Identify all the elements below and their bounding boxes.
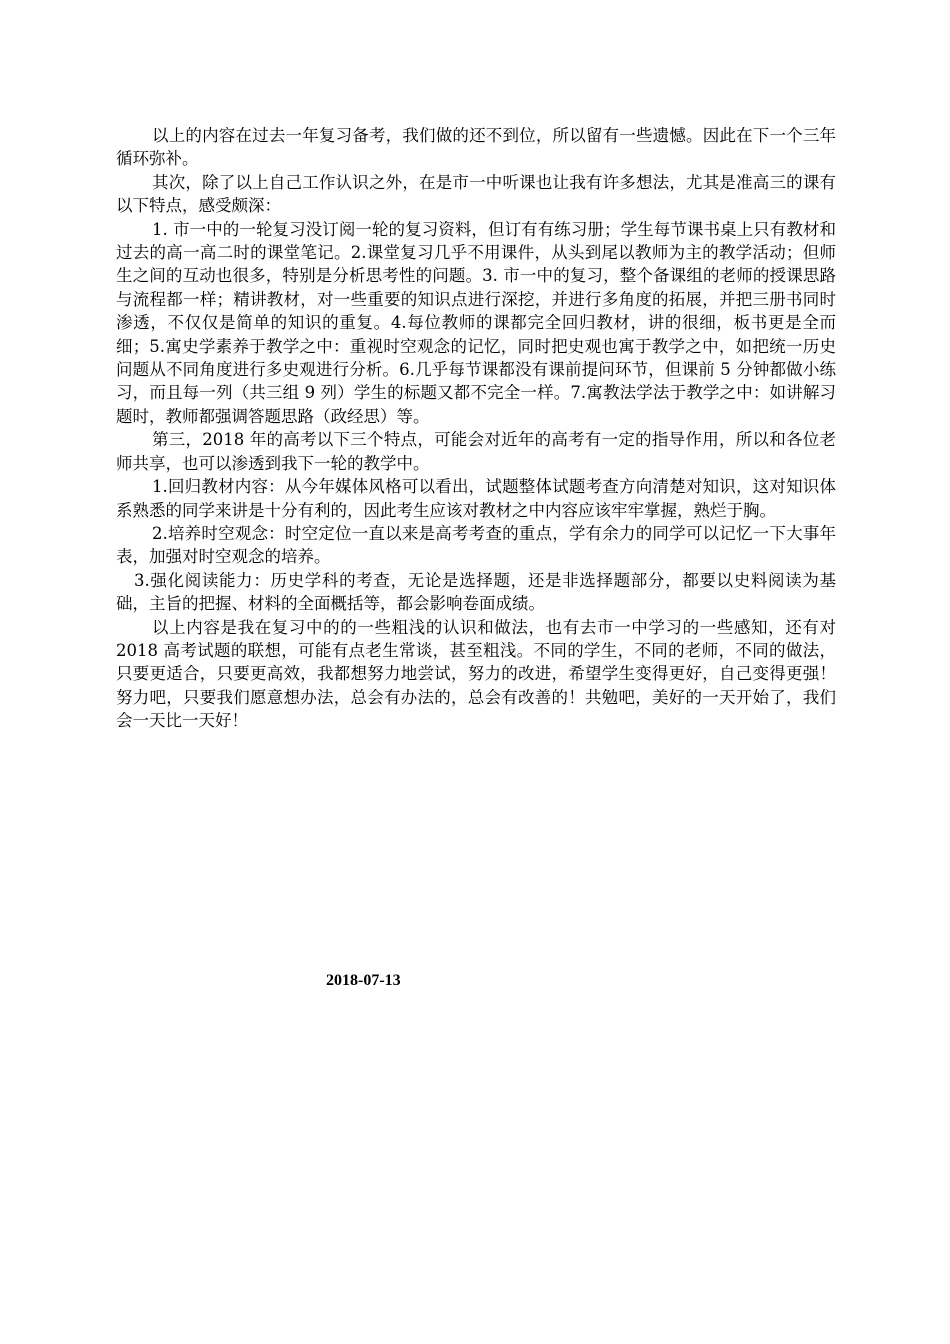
paragraph-feature-textbook: 1.回归教材内容：从今年媒体风格可以看出，试题整体试题考查方向清楚对知识，这对知识体系熟悉的同学来讲是十分有利的，因此考生应该对教材之中内容应该牢牢掌握，熟烂于胸。 — [116, 477, 836, 520]
paragraph-feature-reading: 3.强化阅读能力：历史学科的考查，无论是选择题，还是非选择题部分，都要以史料阅读为基础，主旨的把握、材料的全面概括等，都会影响卷面成绩。 — [116, 570, 836, 614]
paragraph-review-regret: 以上的内容在过去一年复习备考，我们做的还不到位，所以留有一些遗憾。因此在下一个三年循环弥补。 — [116, 126, 836, 169]
paragraph-exam-features-intro: 第三，2018 年的高考以下三个特点，可能会对近年的高考有一定的指导作用，所以和各位老师共享，也可以渗透到我下一轮的教学中。 — [116, 430, 836, 473]
paragraph-observation-intro: 其次，除了以上自己工作认识之外，在是市一中听课也让我有许多想法，尤其是准高三的课有以下特点，感受颇深： — [116, 172, 836, 216]
document-date: 2018-07-13 — [326, 972, 401, 989]
document-body — [116, 124, 836, 733]
paragraph-feature-time-space: 2.培养时空观念：时空定位一直以来是高考考查的重点，学有余力的同学可以记忆一下大事年表，加强对时空观念的培养。 — [116, 523, 836, 567]
paragraph-observation-points: 1. 市一中的一轮复习没订阅一轮的复习资料，但订有有练习册；学生每节课书桌上只有教材和过去的高一高二时的课堂笔记。2.课堂复习几乎不用课件，从头到尾以教师为主的教学活动；但师生之间的互动也很多，特别是分析思考性的问题。3. 市一中的复习，整个备课组的老师的授课思路与流程都一样；精讲教材，对一些重要的知识点进行深挖，并进行多角度的拓展，并把三册书同时渗透，不仅仅是简单的知识的重复。4.每位教师的课都完全回归教材，讲的很细，板书更是全而细；5.寓史学素养于教学之中：重视时空观念的记忆，同时把史观也寓于教学之中，如把统一历史问题从不同角度进行多史观进行分析。6.几乎每节课都没有课前提问环节，但课前 5 分钟都做小练习，而且每一列（共三组 9 列）学生的标题又都不完全一样。7.寓教法学法于教学之中：如讲解习题时，教师都强调答题思路（政经思）等。 — [116, 219, 836, 426]
paragraph-conclusion: 以上内容是我在复习中的的一些粗浅的认识和做法，也有去市一中学习的一些感知，还有对 2018 高考试题的联想，可能有点老生常谈，甚至粗浅。不同的学生，不同的老师，不同的做法，只要更适合，只要更高效，我都想努力地尝试，努力的改进，希望学生变得更好，自己变得更强！努力吧，只要我们愿意想办法，总会有办法的，总会有改善的！共勉吧，美好的一天开始了，我们会一天比一天好！ — [116, 617, 836, 731]
